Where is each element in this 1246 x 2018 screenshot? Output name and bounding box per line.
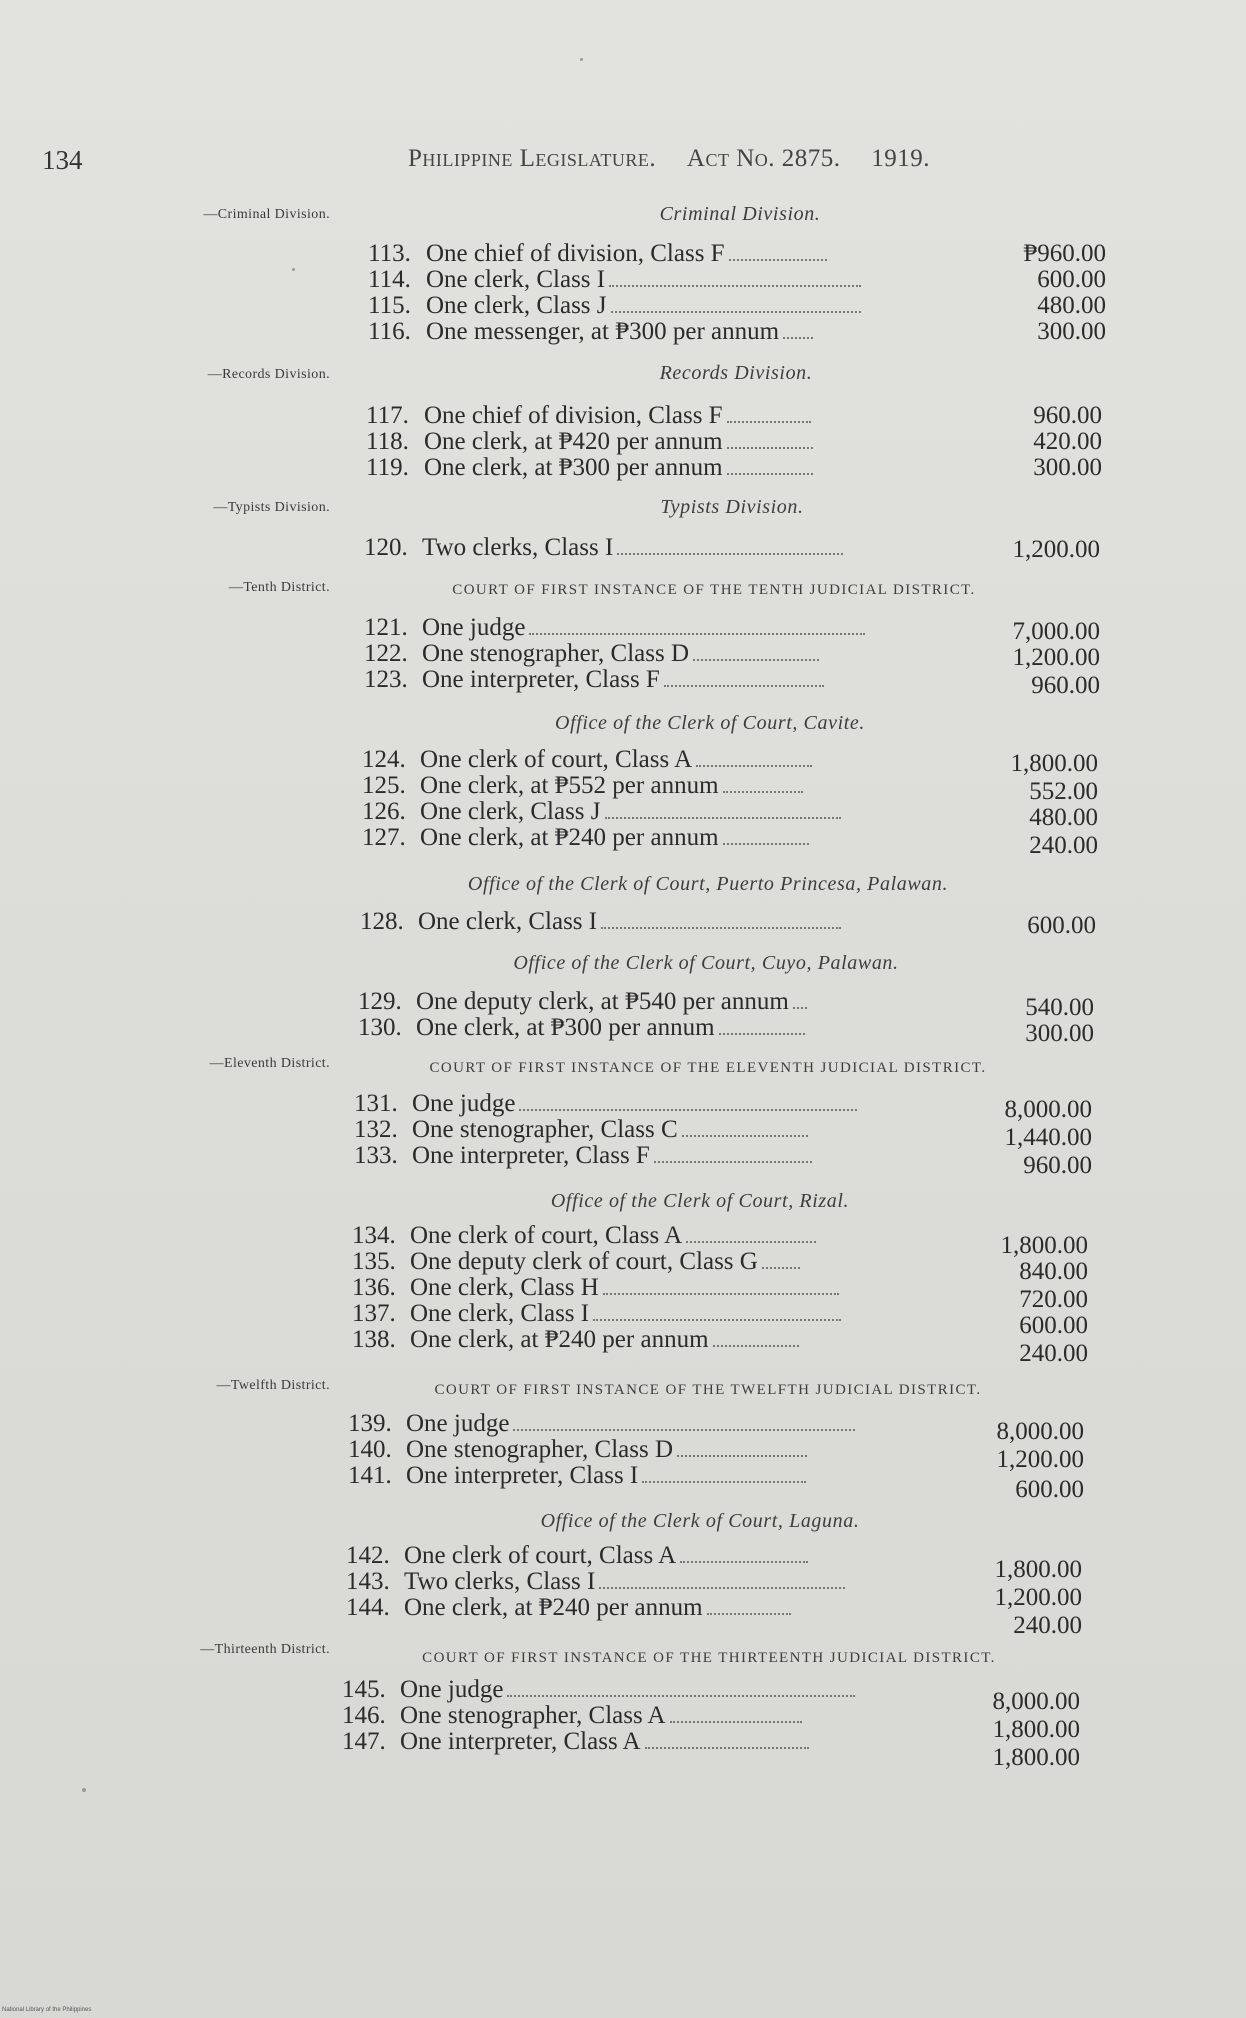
- line-item-amount: 600.00: [1037, 266, 1106, 293]
- line-item: 124. One clerk of court, Class A: [362, 746, 812, 772]
- line-item: 141. One interpreter, Class I: [348, 1462, 806, 1488]
- line-item: 120. Two clerks, Class I: [364, 534, 843, 560]
- line-item-amount: ₱960.00: [1023, 240, 1106, 267]
- line-item-amount: 1,200.00: [1012, 536, 1100, 563]
- heading-clerk-puerto-princesa: Office of the Clerk of Court, Puerto Princesa, Palawan.: [467, 873, 949, 895]
- margin-note-eleventh: —Eleventh District.: [209, 1056, 330, 1071]
- line-item-amount: 540.00: [1025, 994, 1094, 1021]
- footer-credit: National Library of the Philippines: [2, 2007, 92, 2013]
- line-item: 133. One interpreter, Class F: [354, 1142, 812, 1168]
- line-item-amount: 1,440.00: [1004, 1124, 1092, 1151]
- heading-clerk-cuyo: Office of the Clerk of Court, Cuyo, Palawan.: [513, 952, 899, 974]
- line-item: 118. One clerk, at ₱420 per annum: [366, 428, 813, 454]
- line-item: 145. One judge: [342, 1676, 855, 1702]
- line-item-amount: 300.00: [1037, 318, 1106, 345]
- line-item-amount: 240.00: [1019, 1340, 1088, 1367]
- line-item-amount: 600.00: [1019, 1312, 1088, 1339]
- line-item-amount: 420.00: [1033, 428, 1102, 455]
- line-item-amount: 8,000.00: [1004, 1096, 1092, 1123]
- line-item-amount: 8,000.00: [996, 1418, 1084, 1445]
- running-head-act: Act No. 2875.: [686, 145, 841, 172]
- line-item: 125. One clerk, at ₱552 per annum: [362, 772, 803, 798]
- line-item-amount: 1,800.00: [1010, 750, 1098, 777]
- line-item-amount: 600.00: [1027, 912, 1096, 939]
- line-item: 143. Two clerks, Class I: [346, 1568, 845, 1594]
- line-item-amount: 840.00: [1019, 1258, 1088, 1285]
- line-item: 139. One judge: [348, 1410, 855, 1436]
- scan-speck: [292, 268, 295, 271]
- line-item: 126. One clerk, Class J: [362, 798, 841, 824]
- line-item: 131. One judge: [354, 1090, 857, 1116]
- line-item-amount: 1,200.00: [996, 1446, 1084, 1473]
- heading-clerk-laguna: Office of the Clerk of Court, Laguna.: [540, 1510, 860, 1532]
- line-item-amount: 7,000.00: [1012, 618, 1100, 645]
- line-item-amount: 1,200.00: [1012, 644, 1100, 671]
- line-item-amount: 1,800.00: [1000, 1232, 1088, 1259]
- heading-eleventh-district-court: COURT OF FIRST INSTANCE OF THE ELEVENTH JUDICIAL DISTRICT.: [429, 1060, 987, 1076]
- line-item: 135. One deputy clerk of court, Class G: [352, 1248, 800, 1274]
- line-item: 129. One deputy clerk, at ₱540 per annum: [358, 988, 807, 1014]
- line-item: 132. One stenographer, Class C: [354, 1116, 808, 1142]
- heading-criminal-division: Criminal Division.: [659, 203, 821, 225]
- running-head-title: Philippine Legislature.: [408, 145, 657, 172]
- line-item: 144. One clerk, at ₱240 per annum: [346, 1594, 791, 1620]
- line-item-amount: 960.00: [1023, 1152, 1092, 1179]
- scan-speck: [82, 1788, 86, 1792]
- line-item: 137. One clerk, Class I: [352, 1300, 841, 1326]
- line-item-amount: 300.00: [1033, 454, 1102, 481]
- line-item-amount: 240.00: [1013, 1612, 1082, 1639]
- heading-twelfth-district-court: COURT OF FIRST INSTANCE OF THE TWELFTH JUDICIAL DISTRICT.: [434, 1382, 982, 1398]
- line-item-amount: 480.00: [1037, 292, 1106, 319]
- heading-clerk-rizal: Office of the Clerk of Court, Rizal.: [550, 1190, 850, 1212]
- line-item: 119. One clerk, at ₱300 per annum: [366, 454, 813, 480]
- heading-tenth-district-court: COURT OF FIRST INSTANCE OF THE TENTH JUDICIAL DISTRICT.: [452, 582, 976, 598]
- line-item: 121. One judge: [364, 614, 865, 640]
- margin-note-records: —Records Division.: [207, 367, 330, 382]
- line-item-amount: 480.00: [1029, 804, 1098, 831]
- line-item-amount: 960.00: [1031, 672, 1100, 699]
- scan-speck: [580, 58, 583, 61]
- margin-note-thirteenth: —Thirteenth District.: [200, 1642, 330, 1657]
- line-item: 147. One interpreter, Class A: [342, 1728, 809, 1754]
- margin-note-typists: —Typists Division.: [213, 500, 330, 515]
- margin-note-tenth: —Tenth District.: [228, 580, 330, 595]
- line-item-amount: 1,200.00: [994, 1584, 1082, 1611]
- line-item: 114. One clerk, Class I: [368, 266, 861, 292]
- line-item: 138. One clerk, at ₱240 per annum: [352, 1326, 799, 1352]
- line-item: 117. One chief of division, Class F: [366, 402, 811, 428]
- margin-note-criminal: —Criminal Division.: [203, 207, 330, 222]
- line-item-amount: 1,800.00: [994, 1556, 1082, 1583]
- line-item-amount: 8,000.00: [992, 1688, 1080, 1715]
- running-head: [408, 145, 1048, 173]
- line-item: 115. One clerk, Class J: [368, 292, 861, 318]
- line-item-amount: 552.00: [1029, 778, 1098, 805]
- line-item-amount: 300.00: [1025, 1020, 1094, 1047]
- line-item: 146. One stenographer, Class A: [342, 1702, 802, 1728]
- line-item: 123. One interpreter, Class F: [364, 666, 824, 692]
- line-item: 134. One clerk of court, Class A: [352, 1222, 816, 1248]
- page-number: 134: [42, 145, 83, 175]
- heading-clerk-cavite: Office of the Clerk of Court, Cavite.: [555, 712, 865, 734]
- line-item-amount: 960.00: [1033, 402, 1102, 429]
- line-item-amount: 1,800.00: [992, 1744, 1080, 1771]
- line-item: 140. One stenographer, Class D: [348, 1436, 807, 1462]
- line-item-amount: 240.00: [1029, 832, 1098, 859]
- line-item-amount: 720.00: [1019, 1286, 1088, 1313]
- line-item: 122. One stenographer, Class D: [364, 640, 819, 666]
- line-item: 127. One clerk, at ₱240 per annum: [362, 824, 809, 850]
- line-item: 142. One clerk of court, Class A: [346, 1542, 808, 1568]
- line-item: 113. One chief of division, Class F: [368, 240, 827, 266]
- line-item-amount: 1,800.00: [992, 1716, 1080, 1743]
- heading-thirteenth-district-court: COURT OF FIRST INSTANCE OF THE THIRTEENTH JUDICIAL DISTRICT.: [422, 1650, 996, 1666]
- line-item: 136. One clerk, Class H: [352, 1274, 839, 1300]
- line-item: 128. One clerk, Class I: [360, 908, 841, 934]
- running-head-year: 1919.: [871, 145, 931, 172]
- heading-typists-division: Typists Division.: [660, 496, 804, 518]
- line-item: 130. One clerk, at ₱300 per annum: [358, 1014, 805, 1040]
- line-item: 116. One messenger, at ₱300 per annum: [368, 318, 813, 344]
- heading-records-division: Records Division.: [659, 362, 813, 384]
- line-item-amount: 600.00: [1015, 1476, 1084, 1503]
- margin-note-twelfth: —Twelfth District.: [216, 1378, 330, 1393]
